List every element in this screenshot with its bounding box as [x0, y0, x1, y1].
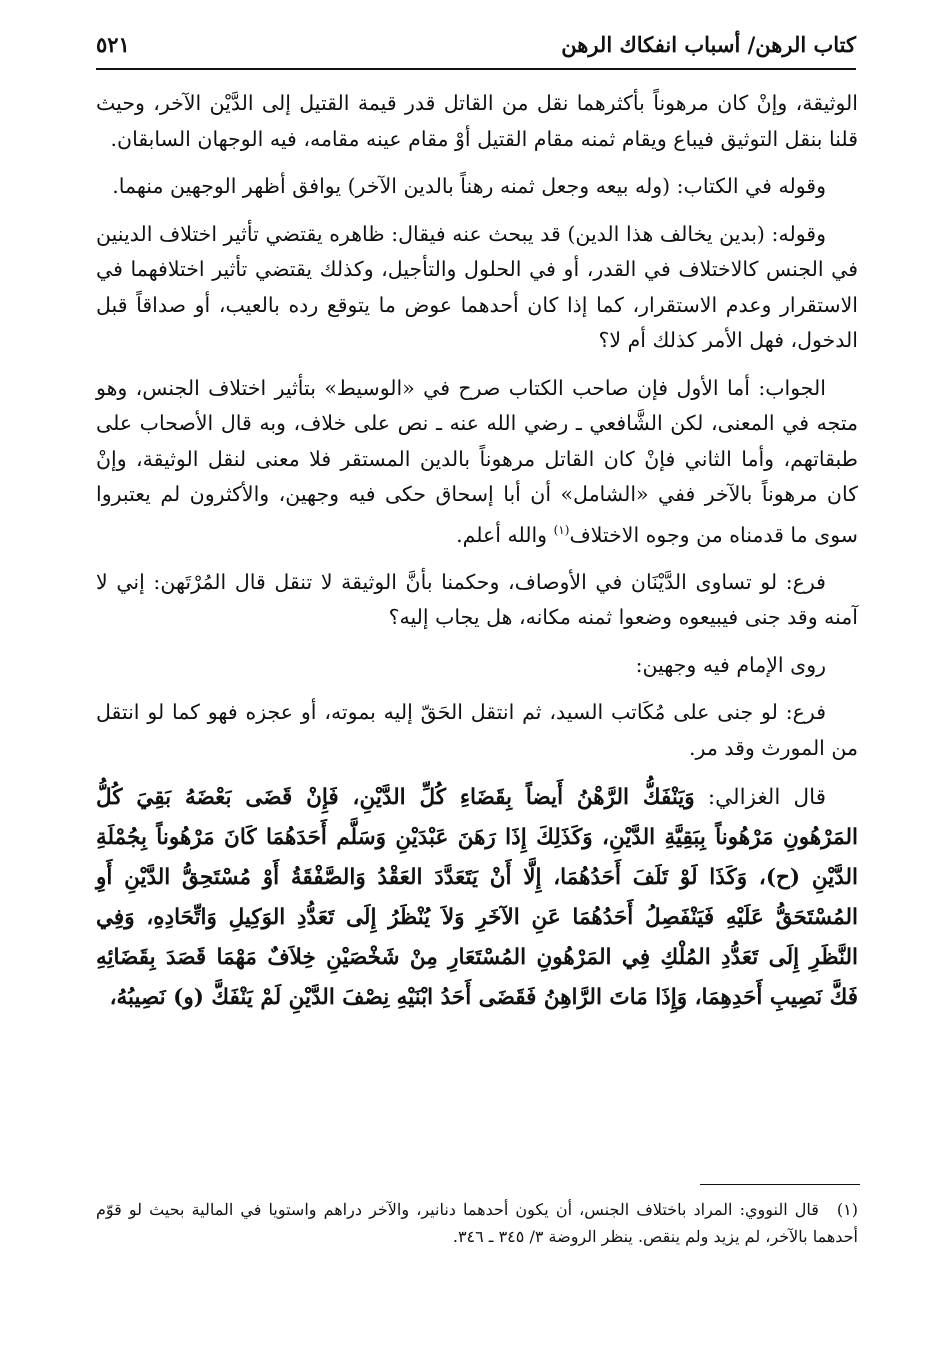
running-title: كتاب الرهن/ أسباب انفكاك الرهن: [561, 32, 856, 57]
quote-label: قال الغزالي:: [694, 785, 826, 811]
quote-paragraph: [96, 778, 858, 1018]
footnotes: [96, 1196, 858, 1250]
running-header: [96, 28, 856, 72]
header-rule: [96, 68, 856, 70]
paragraph: وقوله في الكتاب: (وله بيعه وجعل ثمنه رهناً بالدين الآخر) يوافق أظهر الوجهين منهما.: [112, 174, 826, 198]
footnote-marker: (١): [836, 1200, 858, 1219]
paragraph: فرع: لو تساوى الدَّيْنَان في الأوصاف، وحكمنا بأنَّ الوثيقة لا تنقل قال المُرْتَهن: إني لا آمنه وقد جنى فيبيعوه وضعوا ثمنه مكانه، هل يجاب إليه؟: [96, 569, 858, 630]
paragraph: [96, 371, 858, 553]
page-number: ٥٢١: [96, 32, 130, 57]
paragraph: فرع: لو جنى على مُكَاتب السيد، ثم انتقل الحَقّ إليه بموته، أو عجزه فهو كما لو انتقل من المورث وقد مر.: [96, 700, 858, 760]
footnote: [96, 1196, 858, 1250]
paragraph: الوثيقة، وإنْ كان مرهوناً بأكثرهما نقل من القاتل قدر قيمة القتيل إلى الدَّيْن الآخر، وحيث قلنا بنقل التوثيق فيباع ويقام ثمنه مقام القتيل أوْ مقام عينه مقامه، فيه الوجهان السابقان.: [96, 91, 858, 151]
quote-text: وَيَنْفَكُّ الرَّهْنُ أَيضاً بِقَضَاءِ كُلِّ الدَّيْنِ، فَإِنْ قَضَى بَعْضَهُ بَقِيَ كُلُّ المَرْهُونِ مَرْهُوناً بِبَقِيَّةِ الدَّيْنِ، وَكَذَلِكَ إِذَا رَهَنَ عَبْدَيْنِ وَسَلَّم أَحَدَهُمَا كَانَ مَرْهُوناً بِجُمْلَةِ الدَّيْنِ (ح)، وَكَذَا لَوْ تَلَفَ أَحَدُهُمَا، إِلَّا أَنْ يَتَعَدَّدَ العَقْدُ وَالصَّفْقَةُ أَوْ مُسْتَحِقُّ الدَّيْنِ أَوِ المُسْتَحَقُّ عَلَيْهِ فَيَنْفَصِلُ أَحَدُهُمَا عَنِ الآخَرِ وَلاَ يُنْظَرُ إِلَى تَعَدُّدِ الوَكِيلِ وَاتِّحَادِهِ، وَفِي النَّظَرِ إِلَى تَعَدُّدِ المُلْكِ فِي المَرْهُونِ المُسْتَعَارِ مِنْ شَخْصَيْنِ خِلاَفٌ مَهْمَا قَصَدَ بِقَضَائِهِ فَكَّ نَصِيبِ أَحَدِهِمَا، وَإِذَا مَاتَ الرَّاهِنُ فَقَضَى أَحَدُ ابْنَيْهِ نِصْفَ الدَّيْنِ لَمْ يَنْفَكَّ (و) نَصِيبُهُ،: [96, 785, 858, 1011]
main-text: [96, 86, 858, 1030]
paragraph-text: الجواب: أما الأول فإن صاحب الكتاب صرح في «الوسيط» بتأثير اختلاف الجنس، وهو متجه في المعنى، لكن الشَّافعي ـ رضي الله عنه ـ نص على خلاف، وبه قال الأصحاب على طبقاتهم، وأما الثاني فإنْ كان القاتل مرهوناً بالدين المستقر فلا معنى لنقل الوثيقة، وإنْ كان مرهوناً بالآخر ففي «الشامل» أن أبا إسحاق حكى فيه وجهين، والأكثرون لم يعتبروا سوى ما قدمناه من وجوه الاختلاف: [96, 375, 858, 547]
closing-phrase: والله أعلم.: [456, 522, 554, 547]
paragraph: روى الإمام فيه وجهين:: [635, 652, 826, 677]
ghazali-quote: [96, 778, 858, 1018]
footnote-separator: [700, 1184, 860, 1185]
footnote-text: قال النووي: المراد باختلاف الجنس، أن يكون أحدهما دنانير، والآخر دراهم واستويا في المالية بحيث لو قوّم أحدهما بالآخر، لم يزيد ولم ينقص. ينظر الروضة ٣/ ٣٤٥ ـ ٣٤٦.: [96, 1200, 858, 1246]
footnote-reference[interactable]: (١): [553, 522, 570, 537]
paragraph: وقوله: (بدين يخالف هذا الدين) قد يبحث عنه فيقال: ظاهره يقتضي تأثير اختلاف الدينين في الجنس كالاختلاف في القدر، أو في الحلول والتأجيل، وكذلك يقتضي تأثير اختلافهما في الاستقرار وعدم الاستقرار، كما إذا كان أحدهما عوض ما يتوقع رده بالعيب، أو صداقاً قبل الدخول، فهل الأمر كذلك أم لا؟: [96, 221, 858, 352]
